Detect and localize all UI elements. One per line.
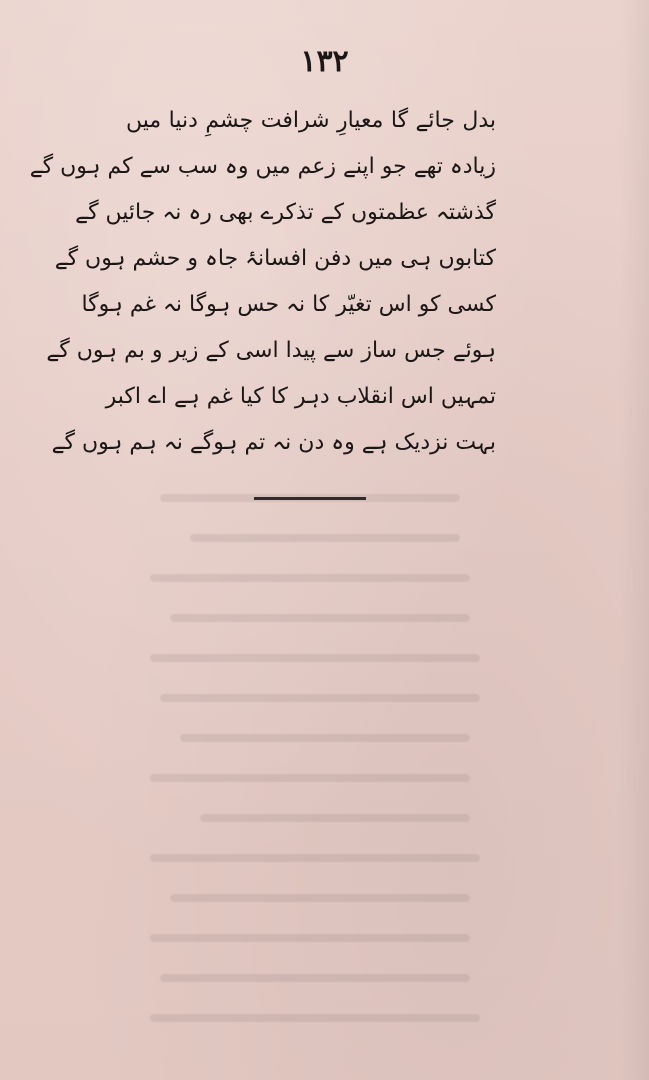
poem-line-1: بدل جائے گا معیارِ شرافت چشمِ دنیا میں — [126, 108, 496, 133]
bleed-through-text — [150, 476, 510, 1036]
poem-line-7: تمہیں اس انقلاب دہر کا کیا غم ہے اے اکبر — [105, 384, 496, 409]
poem-line-3: گذشتہ عظمتوں کے تذکرے بھی رہ نہ جائیں گے — [75, 200, 496, 225]
poem-text — [29, 98, 496, 466]
poem-line-8: بہت نزدیک ہے وہ دن نہ تم ہوگے نہ ہم ہوں گے — [51, 430, 496, 455]
page-number: ١٣٢ — [300, 44, 349, 79]
page-edge-shadow — [619, 0, 649, 1080]
poem-line-5: کسی کو اس تغیّر کا نہ حس ہوگا نہ غم ہوگا — [81, 292, 496, 317]
poem-line-2: زیادہ تھے جو اپنے زعم میں وہ سب سے کم ہوں گے — [29, 154, 496, 179]
poem-line-4: کتابوں ہی میں دفن افسانۂ جاہ و حشم ہوں گے — [54, 246, 496, 271]
poem-line-6: ہوئے جس ساز سے پیدا اسی کے زیر و بم ہوں گے — [46, 338, 496, 363]
